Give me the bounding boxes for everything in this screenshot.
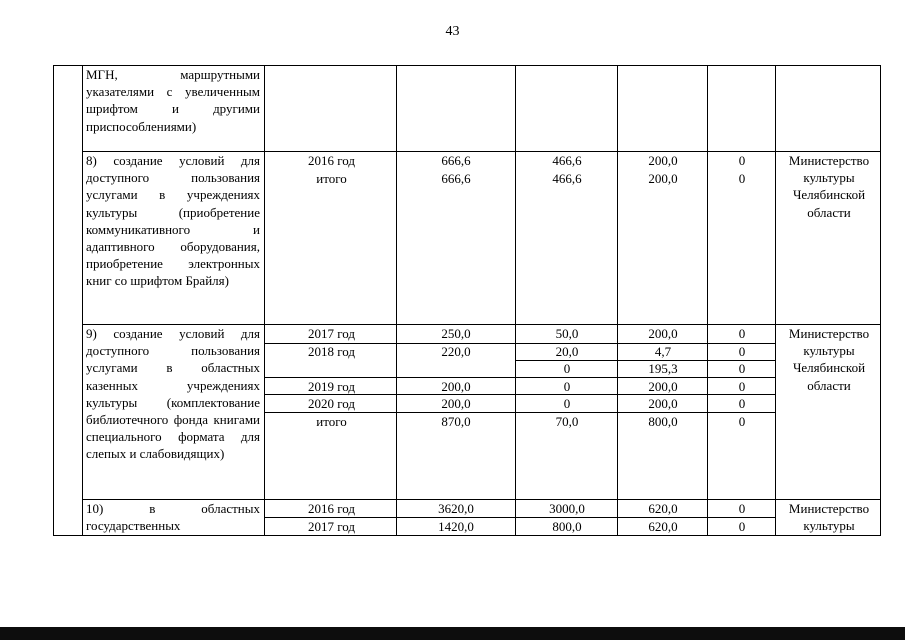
total-cell: 220,0: [441, 344, 471, 359]
total-cell: 666,6: [441, 171, 471, 186]
row-description: 10) в областных государственных: [86, 501, 260, 534]
local-cell: 0: [738, 326, 746, 341]
total-cell: 200,0: [441, 396, 471, 411]
year-cell: итого: [316, 171, 347, 186]
row-description: 8) создание условий для доступного пользования услугами в учреждениях культуры (приобретение коммуникативного и адаптивного оборудования, приобретение электронных книг со шрифтом Брайля): [86, 153, 260, 289]
year-cell: итого: [316, 414, 347, 429]
regional-cell: 4,7: [654, 344, 672, 359]
document-table: [53, 65, 881, 536]
total-cell: 1420,0: [438, 519, 474, 534]
local-cell: 0: [738, 396, 746, 411]
federal-cell: 0: [563, 379, 571, 394]
total-cell: 666,6: [441, 153, 471, 168]
federal-cell: 800,0: [552, 519, 582, 534]
local-cell: 0: [738, 414, 746, 429]
federal-cell: 3000,0: [549, 501, 585, 516]
federal-cell: 20,0: [555, 344, 579, 359]
federal-cell: 466,6: [552, 153, 582, 168]
total-cell: 3620,0: [438, 501, 474, 516]
regional-cell: 620,0: [648, 519, 678, 534]
year-cell: 2017 год: [308, 326, 355, 341]
regional-cell: 200,0: [648, 396, 678, 411]
regional-cell: 200,0: [648, 171, 678, 186]
page-number: 43: [445, 24, 460, 39]
local-cell: 0: [738, 153, 746, 168]
executor-cell: Министерство культуры: [788, 501, 870, 534]
regional-cell: 200,0: [648, 379, 678, 394]
total-cell: 870,0: [441, 414, 471, 429]
year-cell: 2018 год: [308, 344, 355, 359]
year-cell: 2016 год: [308, 501, 355, 516]
scan-edge-bar: [0, 627, 905, 640]
row-description: 9) создание условий для доступного пользования услугами в областных казенных учреждениях культуры (комплектование библиотечного фонда книгами специального формата для слепых и слабовидящих): [86, 326, 260, 462]
federal-cell: 0: [563, 361, 571, 376]
federal-cell: 50,0: [555, 326, 579, 341]
row-description: МГН, маршрутными указателями с увеличенным шрифтом и другими приспособлениями): [86, 67, 260, 134]
local-cell: 0: [738, 519, 746, 534]
regional-cell: 200,0: [648, 326, 678, 341]
regional-cell: 195,3: [648, 361, 678, 376]
year-cell: 2016 год: [308, 153, 355, 168]
local-cell: 0: [738, 501, 746, 516]
local-cell: 0: [738, 361, 746, 376]
local-cell: 0: [738, 171, 746, 186]
executor-cell: Министерство культуры Челябинской области: [788, 326, 870, 393]
local-cell: 0: [738, 344, 746, 359]
year-cell: 2019 год: [308, 379, 355, 394]
executor-cell: Министерство культуры Челябинской области: [788, 153, 870, 220]
regional-cell: 200,0: [648, 153, 678, 168]
federal-cell: 0: [563, 396, 571, 411]
federal-cell: 466,6: [552, 171, 582, 186]
total-cell: 250,0: [441, 326, 471, 341]
year-cell: 2020 год: [308, 396, 355, 411]
regional-cell: 620,0: [648, 501, 678, 516]
federal-cell: 70,0: [555, 414, 579, 429]
total-cell: 200,0: [441, 379, 471, 394]
local-cell: 0: [738, 379, 746, 394]
regional-cell: 800,0: [648, 414, 678, 429]
year-cell: 2017 год: [308, 519, 355, 534]
